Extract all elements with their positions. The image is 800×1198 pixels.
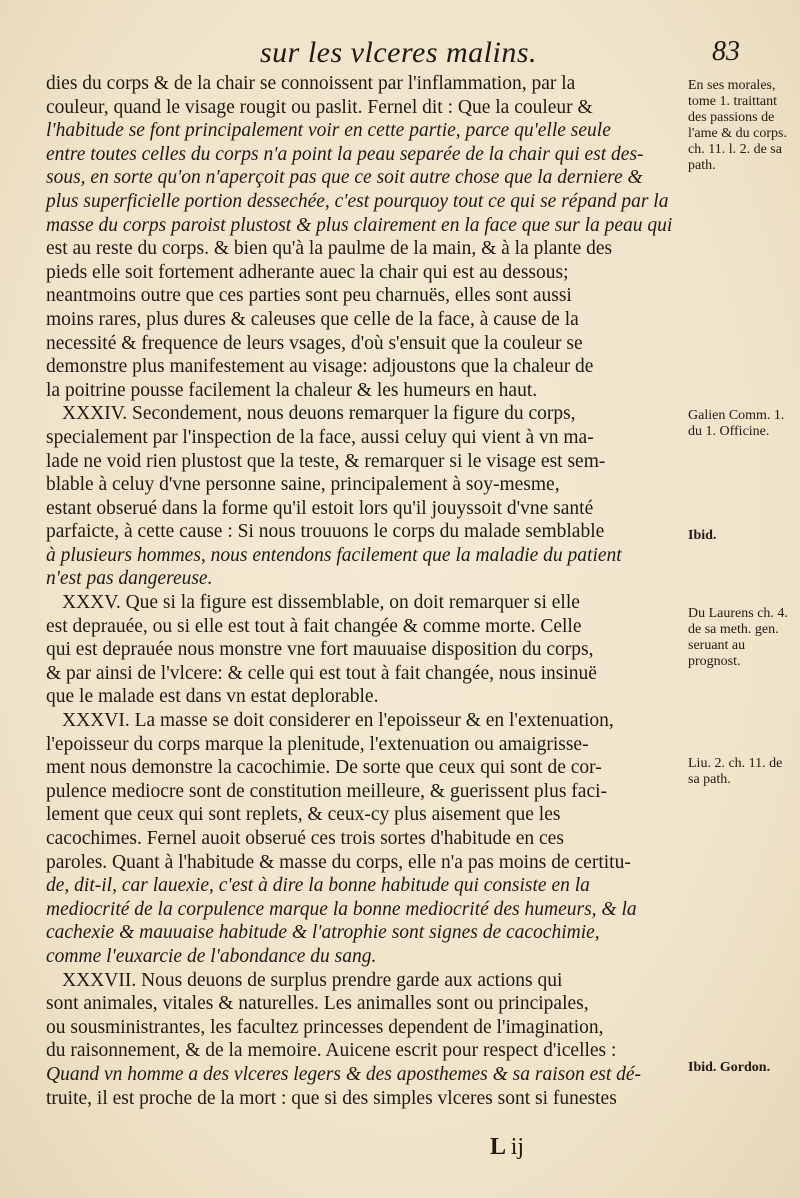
text-line: paroles. Quant à l'habitude & masse du corps, elle n'a pas moins de certitu- bbox=[46, 851, 631, 873]
text-line: truite, il est proche de la mort : que si des simples vlceres sont si funestes bbox=[46, 1087, 617, 1109]
text-line: & par ainsi de l'vlcere: & celle qui est tout à fait changée, nous insinuë bbox=[46, 662, 597, 684]
margin-note-fernel: En ses morales, tome 1. traittant des passions de l'ame & du corps. ch. 11. l. 2. de sa path. bbox=[688, 78, 787, 173]
text-line: ou sousministrantes, les facultez princesses dependent de l'imagination, bbox=[46, 1016, 604, 1038]
page-number: 83 bbox=[712, 36, 740, 67]
margin-note-ibid: Ibid. bbox=[688, 528, 717, 543]
text-line: du raisonnement, & de la memoire. Auicene escrit pour respect d'icelles : bbox=[46, 1040, 617, 1062]
section-xxxvi: XXXVI. La masse se doit considerer en l'epoisseur & en l'extenuation, bbox=[62, 710, 614, 732]
text-line: comme l'euxarcie de l'abondance du sang. bbox=[46, 945, 377, 967]
text-line: à plusieurs hommes, nous entendons facilement que la maladie du patient bbox=[46, 544, 622, 566]
text-line: entre toutes celles du corps n'a point la peau separée de la chair qui est des- bbox=[46, 143, 644, 165]
text-line: moins rares, plus dures & caleuses que celle de la face, à cause de la bbox=[46, 308, 579, 330]
text-line: specialement par l'inspection de la face, aussi celuy qui vient à vn ma- bbox=[46, 426, 594, 448]
text-line: est deprauée, ou si elle est tout à fait changée & comme morte. Celle bbox=[46, 615, 582, 637]
text-line: plus superficielle portion dessechée, c'est pourquoy tout ce qui se répand par la bbox=[46, 190, 669, 212]
text-line: parfaicte, à cette cause : Si nous trouuons le corps du malade semblable bbox=[46, 521, 605, 543]
text-line: ment nous demonstre la cacochimie. De sorte que ceux qui sont de cor- bbox=[46, 757, 602, 779]
body-text bbox=[46, 72, 686, 1110]
section-xxxvii: XXXVII. Nous deuons de surplus prendre garde aux actions qui bbox=[62, 969, 563, 991]
text-line: l'epoisseur du corps marque la plenitude, l'extenuation ou amaigrisse- bbox=[46, 733, 589, 755]
text-line: mediocrité de la corpulence marque la bonne mediocrité des humeurs, & la bbox=[46, 898, 637, 920]
running-title: sur les vlceres malins. bbox=[260, 36, 538, 69]
text-line: sous, en sorte qu'on n'aperçoit pas que ce soit autre chose que la derniere & bbox=[46, 167, 643, 189]
text-line: dies du corps & de la chair se connoissent par l'inflammation, par la bbox=[46, 73, 576, 94]
text-line: n'est pas dangereuse. bbox=[46, 568, 213, 590]
text-line: est au reste du corps. & bien qu'à la paulme de la main, & à la plante des bbox=[46, 238, 613, 260]
text-line: pieds elle soit fortement adherante auec la chair qui est au dessous; bbox=[46, 261, 569, 283]
text-line: qui est deprauée nous monstre vne fort mauuaise disposition du corps, bbox=[46, 639, 594, 661]
section-xxxiv: XXXIV. Secondement, nous deuons remarquer la figure du corps, bbox=[62, 403, 576, 425]
text-line: lade ne void rien plustost que la teste, & remarquer si le visage est sem- bbox=[46, 450, 606, 472]
text-line: l'habitude se font principalement voir en cette partie, parce qu'elle seule bbox=[46, 120, 611, 142]
text-line: necessité & frequence de leurs vsages, d'où s'ensuit que la couleur se bbox=[46, 332, 583, 354]
text-line: que le malade est dans vn estat deplorable. bbox=[46, 686, 379, 708]
signature-letter: L bbox=[490, 1134, 505, 1160]
text-line: neantmoins outre que ces parties sont peu charnuës, elles sont aussi bbox=[46, 285, 572, 307]
text-line: la poitrine pousse facilement la chaleur & les humeurs en haut. bbox=[46, 379, 538, 401]
section-xxxv: XXXV. Que si la figure est dissemblable, on doit remarquer si elle bbox=[62, 592, 580, 614]
text-line: cachexie & mauuaise habitude & l'atrophie sont signes de cacochimie, bbox=[46, 922, 600, 944]
text-line: blable à celuy d'vne personne saine, principalement à soy-mesme, bbox=[46, 474, 560, 496]
text-line: couleur, quand le visage rougit ou paslit. Fernel dit : Que la couleur & bbox=[46, 96, 593, 118]
text-line: pulence mediocre sont de constitution meilleure, & guerissent plus faci- bbox=[46, 780, 608, 802]
text-line: estant obserué dans la forme qu'il estoit lors qu'il jouyssoit d'vne santé bbox=[46, 497, 594, 519]
margin-note-livre-2: Liu. 2. ch. 11. de sa path. bbox=[688, 756, 783, 787]
signature-mark bbox=[490, 1134, 524, 1161]
text-line: demonstre plus manifestement au visage: adjoustons que la chaleur de bbox=[46, 356, 594, 378]
text-line: cacochimes. Fernel auoit obserué ces trois sortes d'habitude en ces bbox=[46, 828, 564, 849]
margin-note-galien: Galien Comm. 1. du 1. Officine. bbox=[688, 408, 785, 439]
text-line: masse du corps paroist plustost & plus clairement en la face que sur la peau qui bbox=[46, 214, 673, 236]
margin-note-du-laurens: Du Laurens ch. 4. de sa meth. gen. seruant au prognost. bbox=[688, 606, 788, 669]
text-line: lement que ceux qui sont replets, & ceux-cy plus aisement que les bbox=[46, 804, 561, 826]
text-line: Quand vn homme a des vlceres legers & des aposthemes & sa raison est dé- bbox=[46, 1063, 642, 1085]
signature-number: ij bbox=[510, 1134, 525, 1160]
margin-note-gordon: Ibid. Gordon. bbox=[688, 1060, 771, 1075]
page-header bbox=[60, 36, 740, 72]
text-line: de, dit-il, car lauexie, c'est à dire la bonne habitude qui consiste en la bbox=[46, 875, 590, 897]
text-line: sont animales, vitales & naturelles. Les animalles sont ou principales, bbox=[46, 993, 589, 1015]
